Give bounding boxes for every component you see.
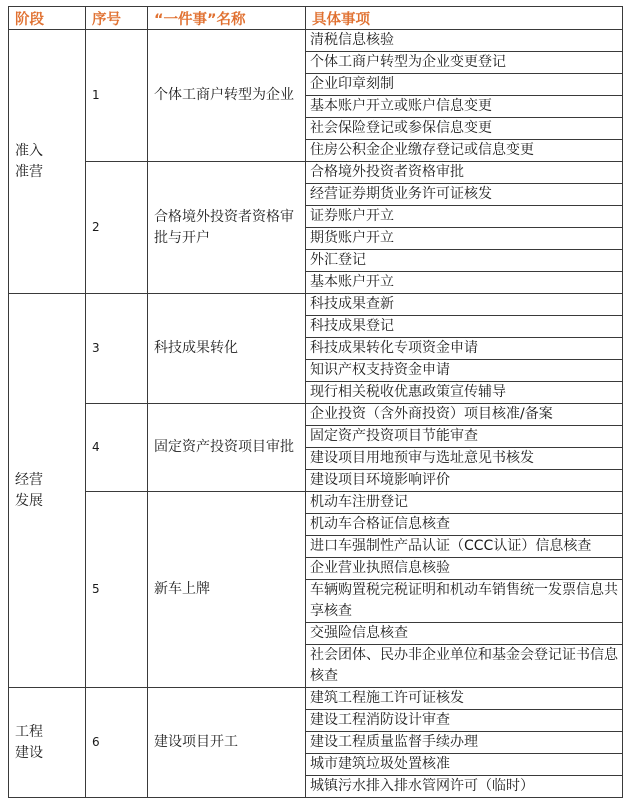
number-cell: 3: [86, 294, 148, 404]
item-cell: 企业印章刻制: [306, 74, 623, 96]
number-cell: 1: [86, 30, 148, 162]
item-cell: 清税信息核验: [306, 30, 623, 52]
table-row: [9, 404, 623, 426]
item-cell: 基本账户开立: [306, 272, 623, 294]
item-cell: 现行相关税收优惠政策宣传辅导: [306, 382, 623, 404]
thing-name-cell: 新车上牌: [148, 492, 306, 688]
table-row: [9, 492, 623, 514]
item-cell: 科技成果查新: [306, 294, 623, 316]
item-cell: 建设工程质量监督手续办理: [306, 732, 623, 754]
item-cell: 机动车注册登记: [306, 492, 623, 514]
item-cell: 机动车合格证信息核查: [306, 514, 623, 536]
item-cell: 科技成果转化专项资金申请: [306, 338, 623, 360]
item-cell: 企业营业执照信息核验: [306, 558, 623, 580]
item-cell: 建设项目环境影响评价: [306, 470, 623, 492]
item-cell: 建设项目用地预审与选址意见书核发: [306, 448, 623, 470]
item-cell: 城镇污水排入排水管网许可（临时）: [306, 776, 623, 798]
item-cell: 车辆购置税完税证明和机动车销售统一发票信息共享核查: [306, 580, 623, 623]
table-row: [9, 30, 623, 52]
item-cell: 期货账户开立: [306, 228, 623, 250]
table-body: [9, 30, 623, 798]
item-cell: 交强险信息核查: [306, 623, 623, 645]
header-items: 具体事项: [306, 7, 623, 30]
stage-cell: 工程 建设: [9, 688, 86, 798]
matters-table: [8, 6, 623, 798]
item-cell: 个体工商户转型为企业变更登记: [306, 52, 623, 74]
thing-name-cell: 科技成果转化: [148, 294, 306, 404]
item-cell: 建设工程消防设计审查: [306, 710, 623, 732]
header-stage: 阶段: [9, 7, 86, 30]
item-cell: 外汇登记: [306, 250, 623, 272]
thing-name-cell: 个体工商户转型为企业: [148, 30, 306, 162]
item-cell: 住房公积金企业缴存登记或信息变更: [306, 140, 623, 162]
item-cell: 证券账户开立: [306, 206, 623, 228]
item-cell: 企业投资（含外商投资）项目核准/备案: [306, 404, 623, 426]
item-cell: 合格境外投资者资格审批: [306, 162, 623, 184]
number-cell: 6: [86, 688, 148, 798]
header-thing-name: “一件事”名称: [148, 7, 306, 30]
number-cell: 5: [86, 492, 148, 688]
thing-name-cell: 建设项目开工: [148, 688, 306, 798]
thing-name-cell: 合格境外投资者资格审批与开户: [148, 162, 306, 294]
item-cell: 社会保险登记或参保信息变更: [306, 118, 623, 140]
header-row: [9, 7, 623, 30]
stage-cell: 准入 准营: [9, 30, 86, 294]
item-cell: 进口车强制性产品认证（CCC认证）信息核查: [306, 536, 623, 558]
item-cell: 基本账户开立或账户信息变更: [306, 96, 623, 118]
stage-cell: 经营 发展: [9, 294, 86, 688]
item-cell: 知识产权支持资金申请: [306, 360, 623, 382]
item-cell: 经营证券期货业务许可证核发: [306, 184, 623, 206]
table-row: [9, 162, 623, 184]
thing-name-cell: 固定资产投资项目审批: [148, 404, 306, 492]
item-cell: 建筑工程施工许可证核发: [306, 688, 623, 710]
header-number: 序号: [86, 7, 148, 30]
table-row: [9, 294, 623, 316]
item-cell: 城市建筑垃圾处置核准: [306, 754, 623, 776]
item-cell: 科技成果登记: [306, 316, 623, 338]
number-cell: 4: [86, 404, 148, 492]
item-cell: 固定资产投资项目节能审查: [306, 426, 623, 448]
number-cell: 2: [86, 162, 148, 294]
table-row: [9, 688, 623, 710]
item-cell: 社会团体、民办非企业单位和基金会登记证书信息核查: [306, 645, 623, 688]
